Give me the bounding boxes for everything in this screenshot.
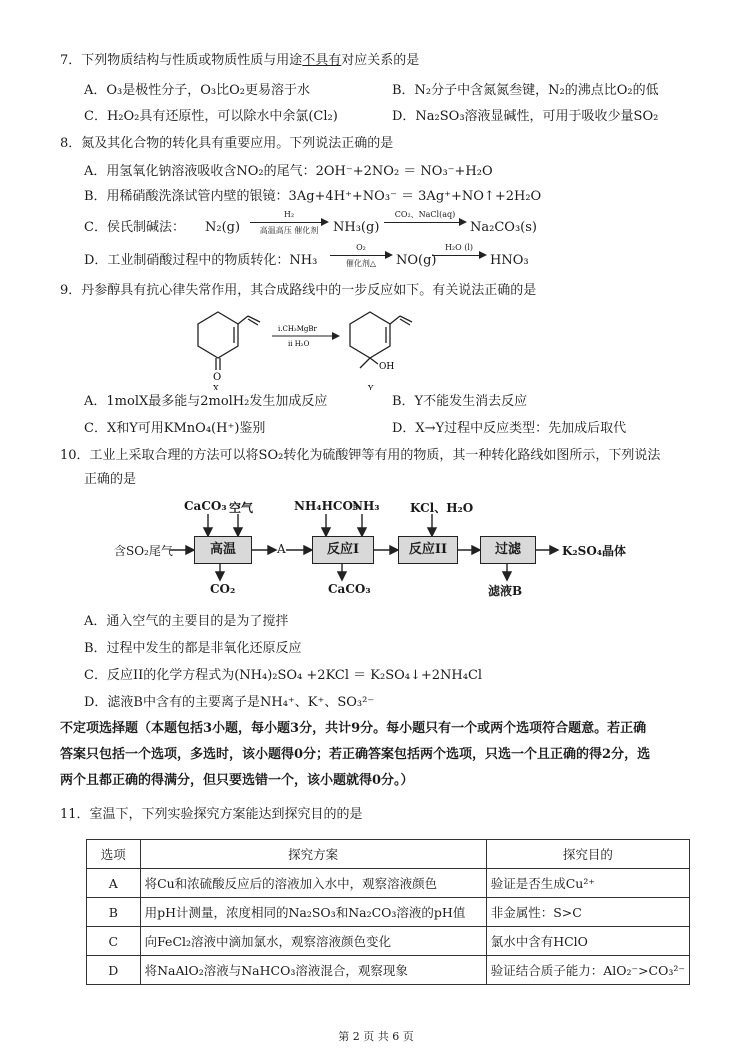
q8-c-cond2-top: CO₂、NaCl(aq) xyxy=(394,210,456,219)
q8-d-cond2-top: H₂O (l) xyxy=(444,243,474,252)
q11-stem: 11．室温下，下列实验探究方案能达到探究目的的是 xyxy=(60,807,363,822)
flow-out4-filtrate-b: 滤液B xyxy=(488,584,523,598)
q8-c-arrow1-head xyxy=(321,218,329,226)
flow-product-k2so4: K₂SO₄晶体 xyxy=(562,544,627,558)
q8-d-species-2: NO(g) xyxy=(396,253,437,268)
section-instructions-line2: 答案只包括一个选项，多选时，该小题得0分；若正确答案包括两个选项，只选一个且正确的得2分，选 xyxy=(60,747,651,762)
q8-d-arrow2-head xyxy=(479,251,487,259)
table-row xyxy=(87,898,690,927)
label-y: Y xyxy=(368,384,374,390)
q7-option-c: C．H₂O₂具有还原性，可以除水中余氯(Cl₂) xyxy=(84,109,338,124)
row-c-option: C xyxy=(87,927,141,956)
label-x: X xyxy=(213,384,219,390)
row-c-purpose: 氯水中含有HClO xyxy=(486,927,689,956)
q8-c-cond1-top: H₂ xyxy=(283,210,295,219)
header-option: 选项 xyxy=(87,840,141,869)
q8-c-species-2: NH₃(g) xyxy=(333,220,380,235)
row-a-option: A xyxy=(87,869,141,898)
row-d-purpose: 验证结合质子能力：AlO₂⁻>CO₃²⁻ xyxy=(486,956,689,985)
header-purpose: 探究目的 xyxy=(486,840,689,869)
section-instructions-line1: 不定项选择题（本题包括3小题，每小题3分，共计9分。每小题只有一个或两个选项符合题意。若正确 xyxy=(60,721,647,736)
table-header-row xyxy=(87,840,690,869)
flow-in2-nh3: NH₃ xyxy=(352,499,380,513)
q8-d-species-3: HNO₃ xyxy=(490,253,529,268)
q10-stem-line1: 10．工业上采取合理的方法可以将SO₂转化为硫酸钾等有用的物质，其一种转化路线如图所示，下列说法 xyxy=(60,448,661,463)
flow-out1-co2: CO₂ xyxy=(210,582,236,596)
q9-stem: 9．丹参醇具有抗心律失常作用，其合成路线中的一步反应如下。有关说法正确的是 xyxy=(60,283,537,298)
flow-mid-a: A xyxy=(277,542,286,556)
flow-box-reaction-1: 反应I xyxy=(312,536,374,564)
q10-option-a: A．通入空气的主要目的是为了搅拌 xyxy=(84,614,289,629)
row-b-option: B xyxy=(87,898,141,927)
atom-o: O xyxy=(213,372,222,383)
q8-stem: 8．氮及其化合物的转化具有重要应用。下列说法正确的是 xyxy=(60,136,394,151)
reaction-arrow-head xyxy=(332,332,340,340)
q8-d-cond1-bottom: 催化剂△ xyxy=(345,259,377,268)
header-plan: 探究方案 xyxy=(140,840,486,869)
page-footer: 第 2 页 共 6 页 xyxy=(338,1030,414,1043)
q9-option-d: D．X→Y过程中反应类型：先加成后取代 xyxy=(392,421,627,436)
q8-d-arrow2 xyxy=(432,255,480,256)
q8-c-cond1-bottom: 高温高压 催化剂 xyxy=(259,226,319,235)
flow-in1-caco3: CaCO₃ xyxy=(184,499,227,513)
q10-option-d: D．滤液B中含有的主要离子是NH₄⁺、K⁺、SO₃²⁻ xyxy=(84,695,375,710)
molecule-x xyxy=(198,312,260,370)
reagent-1: i.CH₃MgBr xyxy=(278,325,317,333)
table-row xyxy=(87,869,690,898)
flow-box-reaction-2: 反应II xyxy=(398,536,458,564)
flow-input-label: 含SO₂尾气 xyxy=(114,544,173,558)
q8-d-arrow1-head xyxy=(385,251,393,259)
row-a-purpose: 验证是否生成Cu²⁺ xyxy=(486,869,689,898)
q7-option-a: A．O₃是极性分子，O₃比O₂更易溶于水 xyxy=(84,83,310,98)
q7-option-b: B．N₂分子中含氮氮叁键，N₂的沸点比O₂的低 xyxy=(392,83,659,98)
q8-c-arrow2 xyxy=(384,222,460,223)
reagent-2: ii H₂O xyxy=(288,340,310,348)
flow-in3-kcl-h2o: KCl、H₂O xyxy=(410,501,474,515)
row-c-plan: 向FeCl₂溶液中滴加氯水，观察溶液颜色变化 xyxy=(140,927,486,956)
table-row xyxy=(87,956,690,985)
q8-c-arrow1 xyxy=(250,222,322,223)
flow-box-filter: 过滤 xyxy=(480,536,536,564)
q8-option-a: A．用氢氧化钠溶液吸收含NO₂的尾气：2OH⁻+2NO₂ ＝ NO₃⁻+H₂O xyxy=(84,164,493,179)
q10-option-b: B．过程中发生的都是非氧化还原反应 xyxy=(84,641,302,656)
row-b-purpose: 非金属性：S>C xyxy=(486,898,689,927)
q11-table xyxy=(86,839,690,985)
row-a-plan: 将Cu和浓硫酸反应后的溶液加入水中，观察溶液颜色 xyxy=(140,869,486,898)
q7-stem: 7．下列物质结构与性质或物质性质与用途不具有对应关系的是 xyxy=(60,53,420,68)
q10-option-c: C．反应II的化学方程式为(NH₄)₂SO₄ +2KCl ＝ K₂SO₄↓+2NH₄Cl xyxy=(84,668,483,683)
q9-reaction-scheme xyxy=(180,300,430,390)
table-row xyxy=(87,927,690,956)
flow-in1-air: 空气 xyxy=(229,501,254,515)
q7-emphasis: 不具有 xyxy=(302,53,342,68)
q7-option-d: D．Na₂SO₃溶液显碱性，可用于吸收少量SO₂ xyxy=(392,109,659,124)
flow-in2-nh4hco3: NH₄HCO₃ xyxy=(294,499,359,513)
q8-c-species-1: N₂(g) xyxy=(205,220,241,235)
q8-option-b: B．用稀硝酸洗涤试管内壁的银镜：3Ag+4H⁺+NO₃⁻ ＝ 3Ag⁺+NO↑+2H₂O xyxy=(84,189,542,204)
row-b-plan: 用pH计测量，浓度相同的Na₂SO₃和Na₂CO₃溶液的pH值 xyxy=(140,898,486,927)
q8-c-prefix: C．侯氏制碱法： xyxy=(84,220,185,235)
row-d-plan: 将NaAlO₂溶液与NaHCO₃溶液混合，观察现象 xyxy=(140,956,486,985)
row-d-option: D xyxy=(87,956,141,985)
q8-d-arrow1 xyxy=(330,255,386,256)
q10-stem-line2: 正确的是 xyxy=(84,472,137,487)
flow-out2-caco3: CaCO₃ xyxy=(328,582,371,596)
q8-d-prefix: D．工业制硝酸过程中的物质转化：NH₃ xyxy=(84,253,318,268)
q9-option-c: C．X和Y可用KMnO₄(H⁺)鉴别 xyxy=(84,421,266,436)
q8-c-arrow2-head xyxy=(459,218,467,226)
molecule-y xyxy=(350,312,412,368)
q9-option-b: B．Y不能发生消去反应 xyxy=(392,394,528,409)
flow-box-high-temp: 高温 xyxy=(194,536,252,564)
atom-oh: OH xyxy=(379,362,395,372)
q9-option-a: A．1molX最多能与2molH₂发生加成反应 xyxy=(84,394,328,409)
section-instructions-line3: 两个且都正确的得满分，但只要选错一个，该小题就得0分。） xyxy=(60,773,414,788)
q8-d-cond1-top: O₂ xyxy=(356,243,366,252)
q8-c-species-3: Na₂CO₃(s) xyxy=(470,220,537,235)
